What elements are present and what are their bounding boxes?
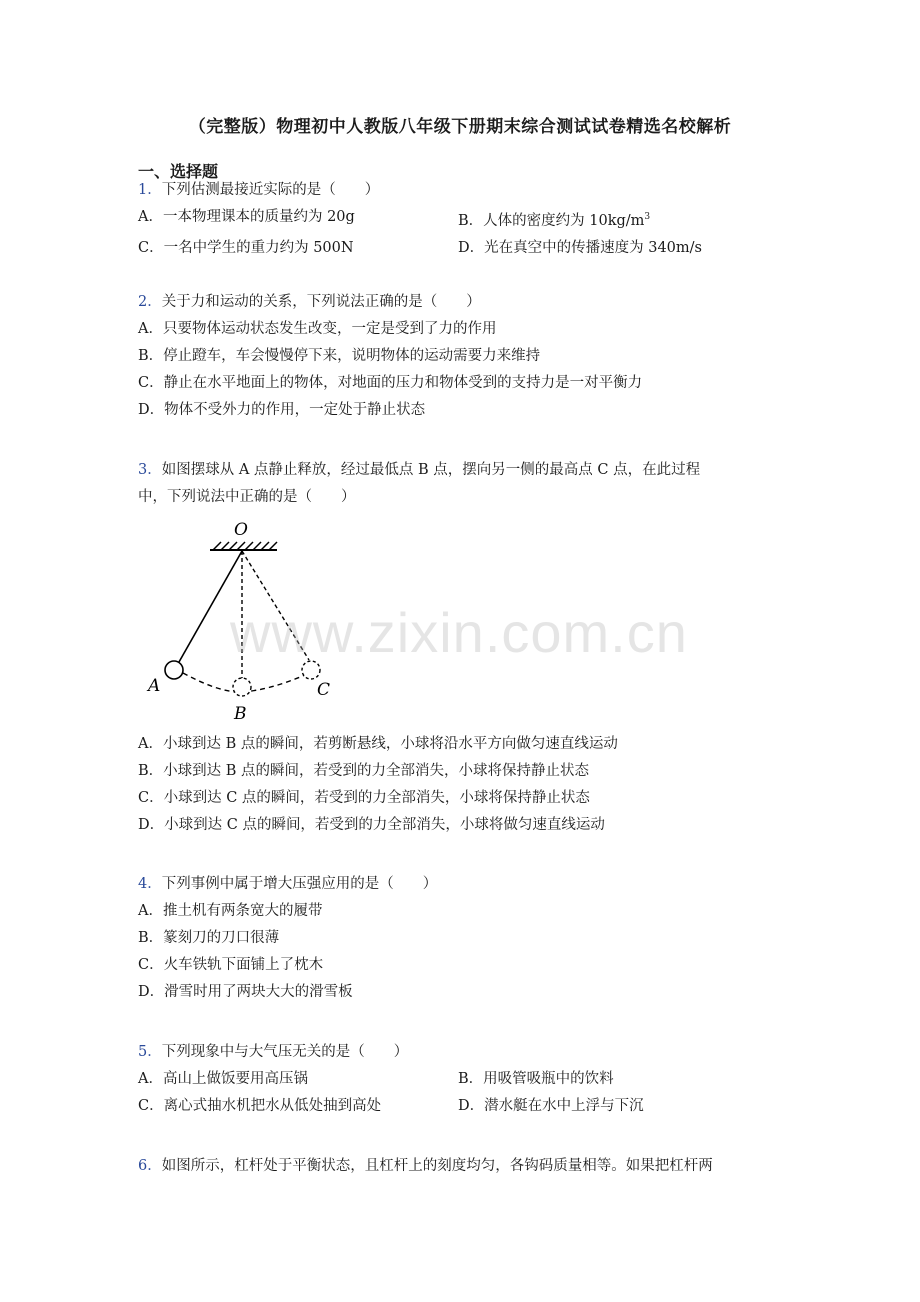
question-stem: 下列现象中与大气压无关的是（ ） [161, 1044, 409, 1060]
option-d: D．潜水艇在水中上浮与下沉 [458, 1098, 644, 1114]
question-stem: 如图所示，杠杆处于平衡状态，且杠杆上的刻度均匀，各钩码质量相等。如果把杠杆两 [161, 1158, 713, 1174]
question-5 [138, 1039, 778, 1120]
option-c: C．静止在水平地面上的物体，对地面的压力和物体受到的支持力是一对平衡力 [138, 375, 643, 391]
label-b: B [234, 704, 247, 724]
question-number: 6． [138, 1158, 162, 1174]
question-3 [138, 457, 700, 511]
option-d: D．物体不受外力的作用，一定处于静止状态 [138, 402, 426, 418]
ball-a [165, 661, 183, 679]
option-c: C．火车铁轨下面铺上了枕木 [138, 957, 324, 973]
option-a: A．高山上做饭要用高压锅 [138, 1071, 308, 1087]
option-a: A．一本物理课本的质量约为 20g [138, 209, 355, 225]
option-b: B．小球到达 B 点的瞬间，若受到的力全部消失，小球将保持静止状态 [138, 763, 590, 779]
option-b: B．停止蹬车，车会慢慢停下来，说明物体的运动需要力来维持 [138, 348, 541, 364]
section-heading: 一、选择题 [138, 162, 219, 181]
option-a: A．只要物体运动状态发生改变，一定是受到了力的作用 [138, 321, 497, 337]
watermark: www.zixin.com.cn [230, 601, 688, 664]
question-stem: 下列事例中属于增大压强应用的是（ ） [161, 876, 438, 892]
option-d: D．光在真空中的传播速度为 340m/s [458, 239, 702, 256]
question-stem: 如图摆球从 A 点静止释放，经过最低点 B 点，摆向另一侧的最高点 C 点，在此过程 [161, 462, 701, 478]
question-number: 4． [138, 876, 162, 892]
question-6 [138, 1153, 713, 1180]
question-1 [138, 177, 778, 262]
option-a: A．推土机有两条宽大的履带 [138, 903, 323, 919]
option-c: C．离心式抽水机把水从低处抽到高处 [138, 1098, 382, 1114]
question-number: 1． [138, 182, 162, 198]
option-d: D．小球到达 C 点的瞬间，若受到的力全部消失，小球将做匀速直线运动 [138, 817, 605, 833]
question-stem-continued: 中，下列说法中正确的是（ ） [138, 489, 356, 505]
option-a: A．小球到达 B 点的瞬间，若剪断悬线，小球将沿水平方向做匀速直线运动 [138, 736, 618, 752]
option-b: B．篆刻刀的刀口很薄 [138, 930, 280, 946]
ceiling-hatch [213, 542, 277, 550]
label-c: C [317, 680, 331, 700]
question-number: 2． [138, 294, 162, 310]
label-a: A [148, 676, 161, 696]
question-2 [138, 289, 642, 424]
option-b: B．人体的密度约为 $10kg/m^3$ [458, 212, 651, 229]
ball-b [233, 678, 251, 696]
question-3-options [138, 731, 618, 839]
label-o: O [234, 520, 248, 540]
question-stem: 下列估测最接近实际的是（ ） [161, 182, 380, 198]
question-number: 5． [138, 1044, 162, 1060]
question-number: 3． [138, 462, 162, 478]
question-4 [138, 871, 437, 1006]
option-c: C．小球到达 C 点的瞬间，若受到的力全部消失，小球将保持静止状态 [138, 790, 590, 806]
document-title: （完整版）物理初中人教版八年级下册期末综合测试试卷精选名校解析 [188, 117, 732, 137]
option-d: D．滑雪时用了两块大大的滑雪板 [138, 984, 353, 1000]
option-c: C．一名中学生的重力约为 500N [138, 239, 354, 256]
question-stem: 关于力和运动的关系，下列说法正确的是（ ） [161, 294, 481, 310]
option-b: B．用吸管吸瓶中的饮料 [458, 1071, 614, 1087]
